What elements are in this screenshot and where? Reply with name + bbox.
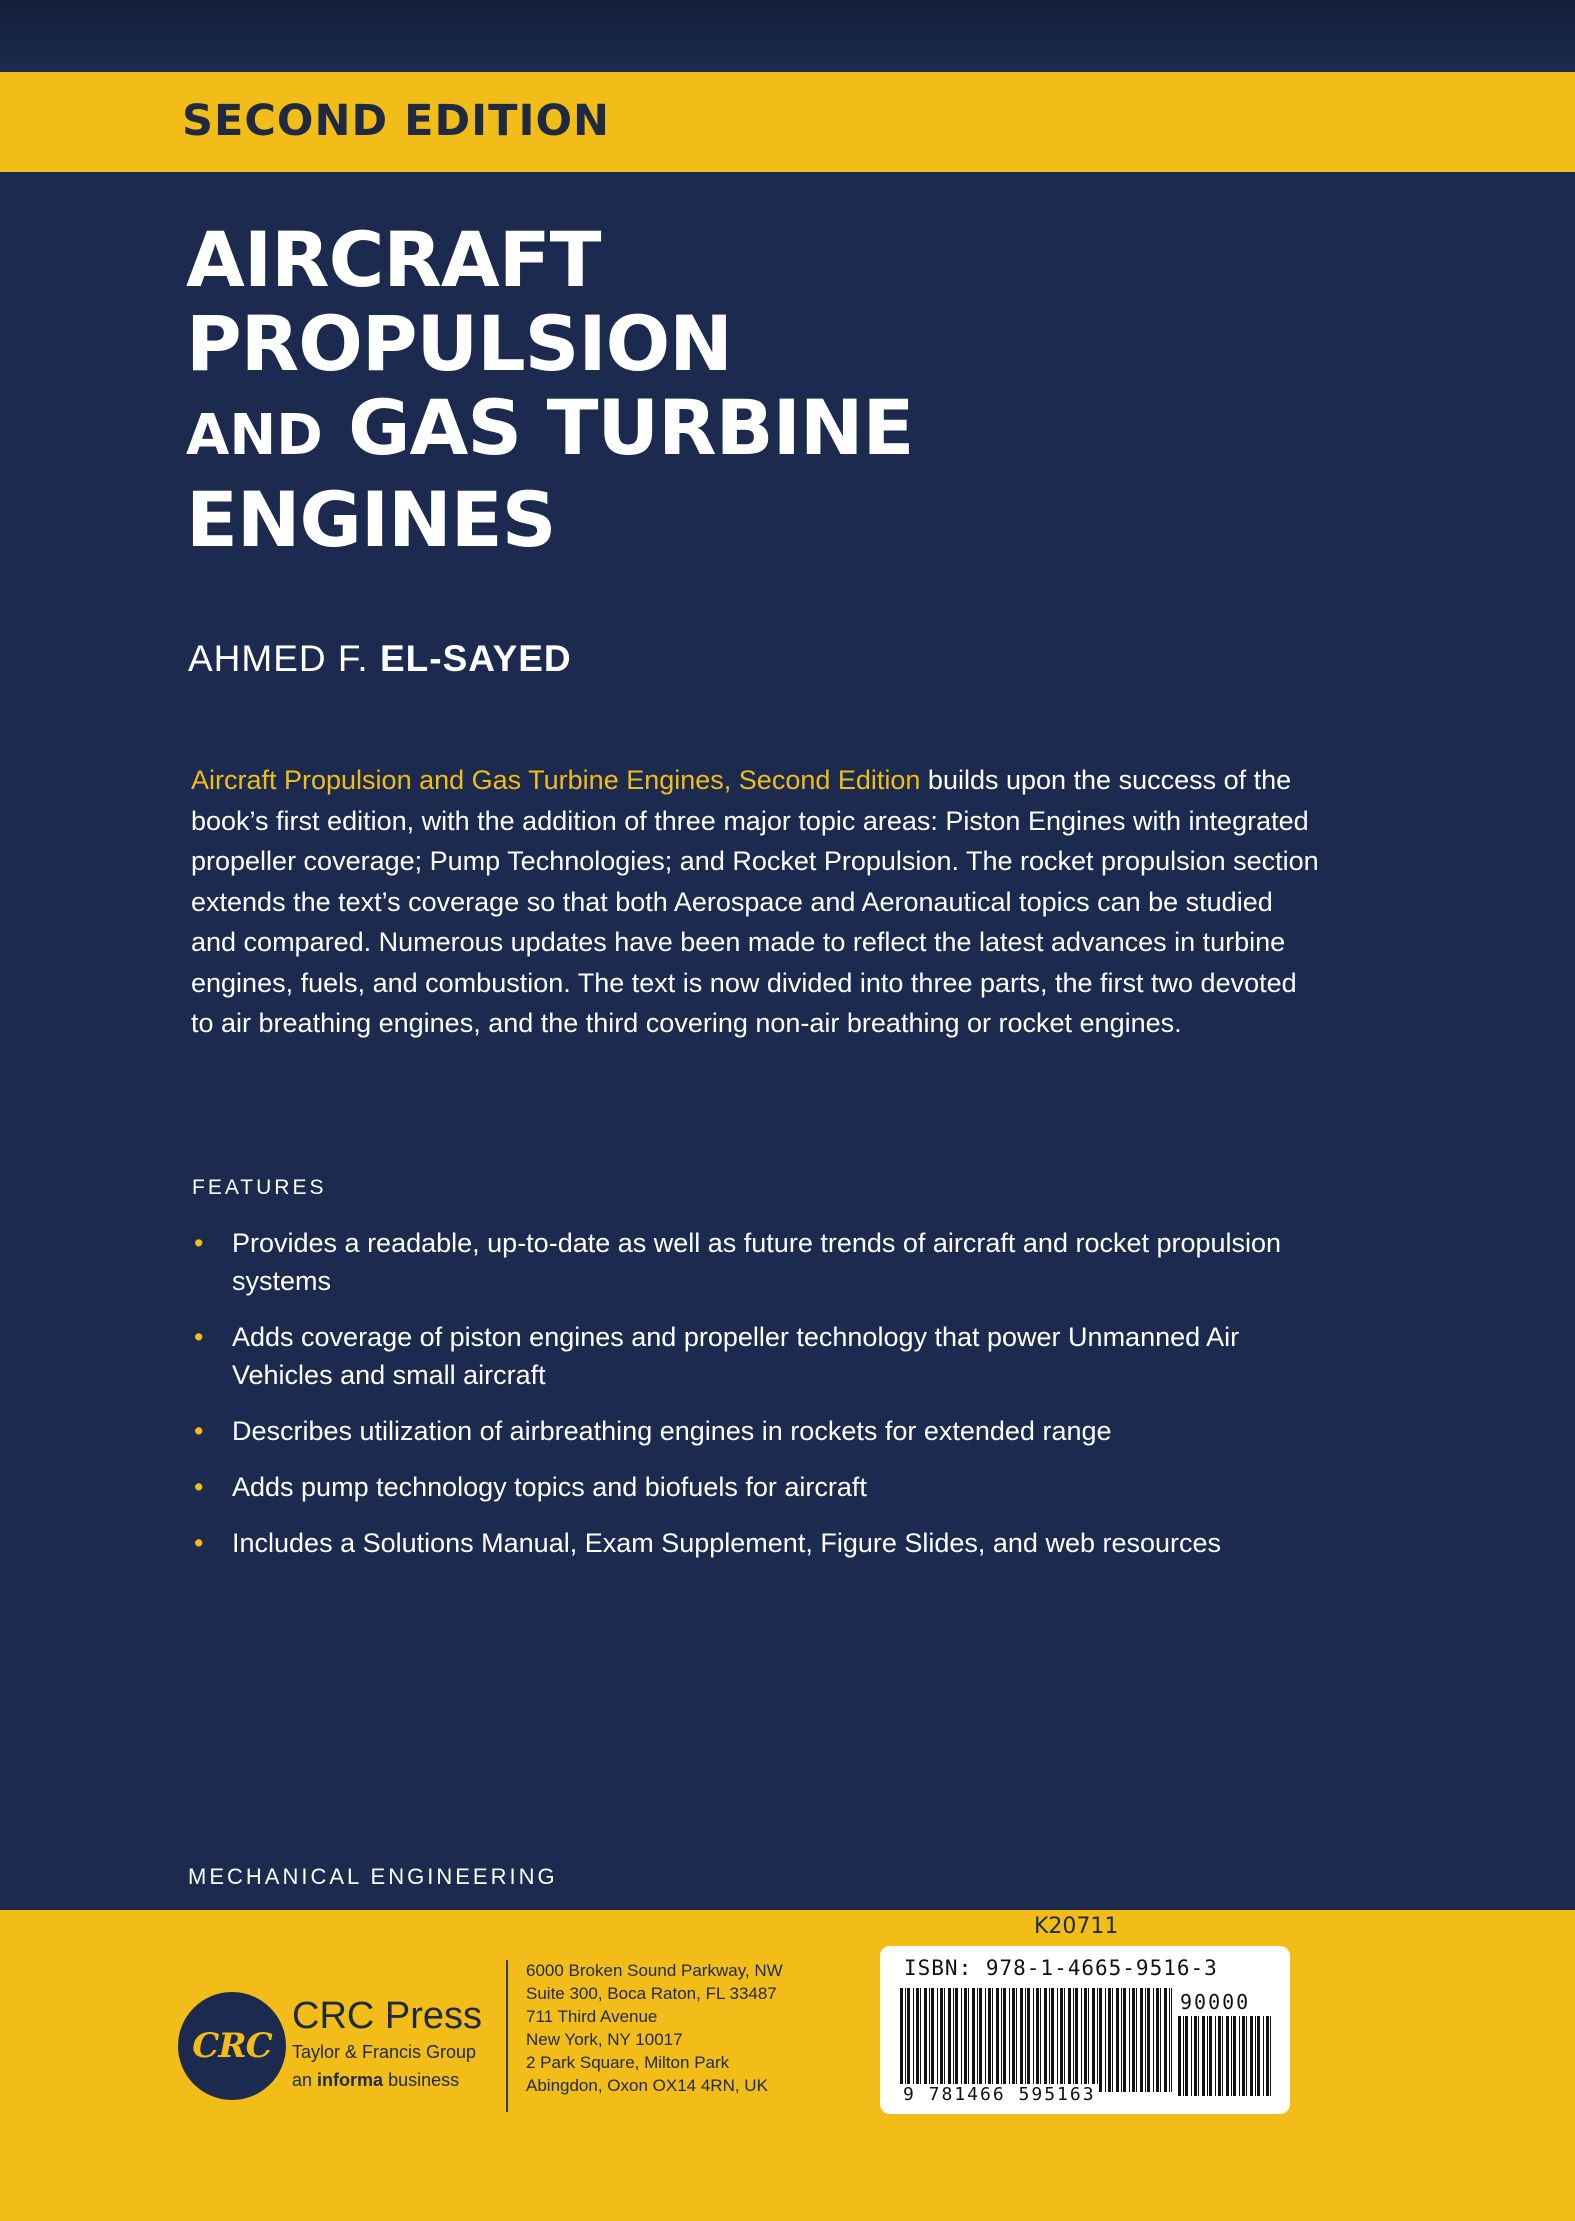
barcode-bar <box>1020 1988 1023 2092</box>
bullet-icon: • <box>194 1528 204 1558</box>
addon-barcode-icon <box>1178 2016 1272 2096</box>
edition-label: SECOND EDITION <box>182 96 611 146</box>
barcode-bar <box>1060 1988 1063 2092</box>
barcode-bar <box>1097 1988 1098 2092</box>
address-line: Abingdon, Oxon OX14 4RN, UK <box>526 2076 768 2095</box>
barcode-bar <box>1255 2016 1256 2096</box>
barcode-bar <box>1257 2016 1260 2096</box>
feature-text: Adds pump technology topics and biofuels for aircraft <box>232 1472 867 1502</box>
book-title <box>186 215 1286 564</box>
barcode-bar <box>1016 1988 1017 2092</box>
subject-category: MECHANICAL ENGINEERING <box>188 1864 558 1889</box>
barcode-bar <box>929 1988 930 2092</box>
barcode-bar <box>907 1988 910 2092</box>
barcode-bar <box>1160 1988 1161 2092</box>
barcode-bar <box>1049 1988 1050 2092</box>
barcode-bar <box>1036 1988 1039 2092</box>
features-heading: FEATURES <box>192 1176 327 1199</box>
divider <box>506 1960 508 2112</box>
barcode-bar <box>1081 1988 1082 2092</box>
barcode-bar <box>988 1988 991 2092</box>
product-code: K20711 <box>1034 1914 1119 1939</box>
barcode-bar <box>1092 1988 1095 2092</box>
barcode-bar <box>1191 2016 1192 2096</box>
barcode-bar <box>968 1988 969 2092</box>
barcode-bar <box>1099 1988 1102 2092</box>
barcode-ean-digits: 9 781466 595163 <box>900 2084 1099 2105</box>
barcode-bar <box>1153 1988 1154 2092</box>
title-line-4: ENGINES <box>186 475 556 564</box>
feature-item <box>192 1524 1312 1562</box>
feature-text: Adds coverage of piston engines and propeller technology that power Unmanned Air Vehicles and small aircraft <box>232 1322 1240 1390</box>
barcode-bar <box>905 1988 906 2092</box>
title-gas-turbine: GAS TURBINE <box>348 383 914 472</box>
barcode-bar <box>1145 1988 1146 2092</box>
ean-barcode-icon <box>900 1988 1172 2092</box>
barcode-bar <box>1202 2016 1205 2096</box>
barcode-bar <box>1164 1988 1167 2092</box>
tagline-bold: informa <box>317 2070 384 2090</box>
barcode-bar <box>972 1988 975 2092</box>
barcode-bar <box>1088 1988 1089 2092</box>
barcode-bar <box>1198 2016 1199 2096</box>
author-family-name: EL-SAYED <box>379 638 572 679</box>
barcode-bar <box>920 1988 921 2092</box>
barcode-bar <box>1218 2016 1221 2096</box>
address-line: 2 Park Square, Milton Park <box>526 2053 730 2072</box>
barcode-bar <box>953 1988 954 2092</box>
barcode-bar <box>964 1988 967 2092</box>
feature-text: Describes utilization of airbreathing engines in rockets for extended range <box>232 1416 1112 1446</box>
barcode-bar <box>948 1988 951 2092</box>
barcode-bar <box>1231 2016 1232 2096</box>
barcode-bar <box>1250 2016 1253 2096</box>
logo-text: CRC <box>192 2026 272 2066</box>
bullet-icon: • <box>194 1416 204 1446</box>
address-line: 711 Third Avenue <box>526 2007 658 2026</box>
barcode-bar <box>900 1988 903 2092</box>
barcode-bar <box>1040 1988 1041 2092</box>
barcode-bar <box>1075 1988 1078 2092</box>
barcode-bar <box>1222 2016 1223 2096</box>
barcode-bar <box>1140 1988 1143 2092</box>
barcode-bar <box>916 1988 919 2092</box>
barcode-bar <box>1073 1988 1074 2092</box>
address-line: Suite 300, Boca Raton, FL 33487 <box>526 1984 777 2003</box>
barcode-bar <box>1233 2016 1236 2096</box>
barcode-bar <box>1270 2016 1271 2096</box>
barcode-bar <box>1183 2016 1184 2096</box>
barcode-bar <box>1136 1988 1137 2092</box>
barcode-bar <box>1009 1988 1010 2092</box>
barcode-bar <box>1185 2016 1188 2096</box>
description-title-highlight: Aircraft Propulsion and Gas Turbine Engines, Second Edition <box>191 765 921 795</box>
feature-text: Includes a Solutions Manual, Exam Supplement, Figure Slides, and web resources <box>232 1528 1222 1558</box>
title-line-2: PROPULSION <box>186 299 732 388</box>
barcode-bar <box>940 1988 943 2092</box>
barcode-bar <box>1207 2016 1208 2096</box>
feature-text: Provides a readable, up-to-date as well as future trends of aircraft and rocket propulsion systems <box>232 1228 1282 1296</box>
barcode-bar <box>1112 1988 1113 2092</box>
barcode-bar <box>1033 1988 1034 2092</box>
barcode-bar <box>1084 1988 1087 2092</box>
barcode-bar <box>979 1988 982 2092</box>
description-body: builds upon the success of the book’s first edition, with the addition of three major topic areas: Piston Engines with integrated propeller coverage; Pump Technologies; and Rocket Propulsion. The rocket propulsion section extends the text’s coverage so that both Aerospace and Aeronautical topics can be studied and compared. Numerous updates have been made to reflect the latest advances in turbine engines, fuels, and combustion. The text is now divided into three parts, the first two devoted to air breathing engines, and the third covering non-air breathing or rocket engines. <box>191 765 1319 1038</box>
tagline-prefix: an <box>292 2070 313 2090</box>
barcode-bar <box>1025 1988 1026 2092</box>
barcode-bar <box>1178 2016 1181 2096</box>
publisher-name: CRC Press <box>292 1995 483 2037</box>
barcode-bar <box>992 1988 993 2092</box>
barcode-bar <box>1012 1988 1015 2092</box>
feature-item <box>192 1468 1312 1506</box>
barcode-bar <box>924 1988 927 2092</box>
barcode-bar <box>1209 2016 1212 2096</box>
barcode-addon-digits: 90000 <box>1180 1990 1251 2014</box>
barcode-bar <box>1242 2016 1245 2096</box>
address-line: New York, NY 10017 <box>526 2030 683 2049</box>
title-line-1: AIRCRAFT <box>186 215 601 304</box>
barcode-bar <box>1226 2016 1229 2096</box>
feature-item <box>192 1412 1312 1450</box>
barcode-bar <box>1169 1988 1170 2092</box>
barcode-bar <box>944 1988 945 2092</box>
barcode-bar <box>937 1988 938 2092</box>
bullet-icon: • <box>194 1472 204 1502</box>
barcode-bar <box>1194 2016 1197 2096</box>
barcode-bar <box>996 1988 999 2092</box>
publisher-block <box>292 1994 482 2094</box>
barcode-bar <box>1246 2016 1247 2096</box>
publisher-tagline <box>292 2066 482 2094</box>
barcode-bar <box>1147 1988 1150 2092</box>
barcode-bar <box>1215 2016 1216 2096</box>
features-list <box>192 1224 1312 1580</box>
barcode-bar <box>1156 1988 1159 2092</box>
isbn-label: ISBN: 978-1-4665-9516-3 <box>904 1956 1218 1980</box>
barcode-bar <box>931 1988 934 2092</box>
barcode-bar <box>1027 1988 1030 2092</box>
barcode-bar <box>1116 1988 1119 2092</box>
barcode-bar <box>1064 1988 1065 2092</box>
barcode-bar <box>1263 2016 1264 2096</box>
barcode-bar <box>1068 1988 1071 2092</box>
barcode-bar <box>1121 1988 1122 2092</box>
feature-item <box>192 1224 1312 1300</box>
tagline-suffix: business <box>388 2070 460 2090</box>
barcode-bar <box>1044 1988 1047 2092</box>
bullet-icon: • <box>194 1322 204 1352</box>
publisher-group: Taylor & Francis Group <box>292 2042 477 2062</box>
barcode-bar <box>1171 1988 1172 2092</box>
barcode-bar <box>1239 2016 1240 2096</box>
barcode-bar <box>1266 2016 1269 2096</box>
barcode-bar <box>985 1988 986 2092</box>
author-given-name: AHMED F. <box>188 638 369 679</box>
bullet-icon: • <box>194 1228 204 1258</box>
crc-logo-icon <box>178 1992 286 2100</box>
barcode-bar <box>1003 1988 1006 2092</box>
barcode-panel <box>880 1946 1290 2114</box>
barcode-bar <box>1051 1988 1054 2092</box>
barcode-bar <box>961 1988 962 2092</box>
barcode-bar <box>1001 1988 1002 2092</box>
title-and: AND <box>186 403 323 468</box>
top-strip <box>0 0 1575 72</box>
barcode-bar <box>1108 1988 1111 2092</box>
barcode-bar <box>1123 1988 1126 2092</box>
feature-item <box>192 1318 1312 1394</box>
barcode-bar <box>977 1988 978 2092</box>
barcode-bar <box>1057 1988 1058 2092</box>
book-description <box>191 760 1321 1044</box>
barcode-bar <box>1105 1988 1106 2092</box>
publisher-addresses <box>526 1960 846 2098</box>
title-line-3 <box>186 383 1286 478</box>
barcode-bar <box>1132 1988 1135 2092</box>
author-name <box>188 638 572 680</box>
barcode-bar <box>955 1988 958 2092</box>
barcode-bar <box>1129 1988 1130 2092</box>
address-line: 6000 Broken Sound Parkway, NW <box>526 1961 783 1980</box>
barcode-bar <box>913 1988 914 2092</box>
